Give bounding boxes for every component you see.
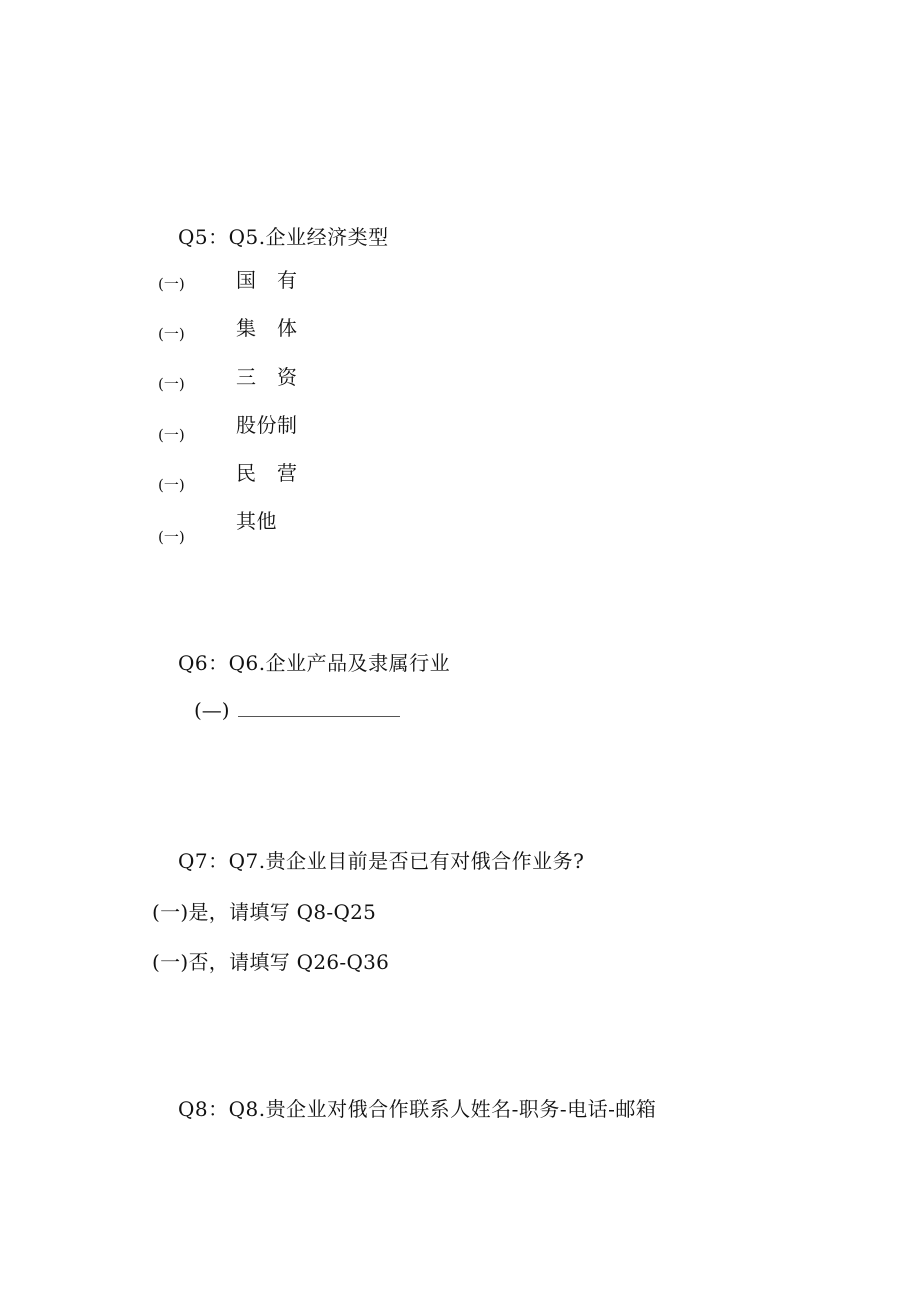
q5-option-label-5: 民 营 bbox=[236, 461, 298, 485]
q5-option-label-3: 三 资 bbox=[236, 365, 298, 389]
q6-answer-row bbox=[194, 698, 400, 722]
q5-option-label-4: 股份制 bbox=[236, 413, 298, 437]
q7-title: Q7：Q7.贵企业目前是否已有对俄合作业务? bbox=[178, 849, 585, 873]
q5-option-mark-3[interactable]: (一) bbox=[158, 375, 185, 393]
q6-option-mark[interactable]: (—) bbox=[194, 698, 230, 722]
q5-option-mark-4[interactable]: (一) bbox=[158, 426, 185, 444]
q6-title: Q6：Q6.企业产品及隶属行业 bbox=[178, 651, 451, 675]
q7-option-yes[interactable]: (一)是，请填写 Q8-Q25 bbox=[152, 900, 377, 924]
q5-option-label-6: 其他 bbox=[236, 509, 277, 533]
q7-option-no[interactable]: (一)否，请填写 Q26-Q36 bbox=[152, 950, 390, 974]
q5-option-mark-1[interactable]: (一) bbox=[158, 275, 185, 293]
q5-option-label-1: 国 有 bbox=[236, 268, 298, 292]
q5-option-label-2: 集 体 bbox=[236, 316, 298, 340]
q5-option-mark-2[interactable]: (一) bbox=[158, 325, 185, 343]
q5-option-mark-5[interactable]: (一) bbox=[158, 476, 185, 494]
q8-title: Q8：Q8.贵企业对俄合作联系人姓名-职务-电话-邮箱 bbox=[178, 1097, 657, 1121]
q5-title: Q5：Q5.企业经济类型 bbox=[178, 225, 389, 249]
q5-option-mark-6-clipped[interactable]: (一) bbox=[158, 528, 185, 546]
q6-answer-blank[interactable] bbox=[238, 699, 400, 717]
